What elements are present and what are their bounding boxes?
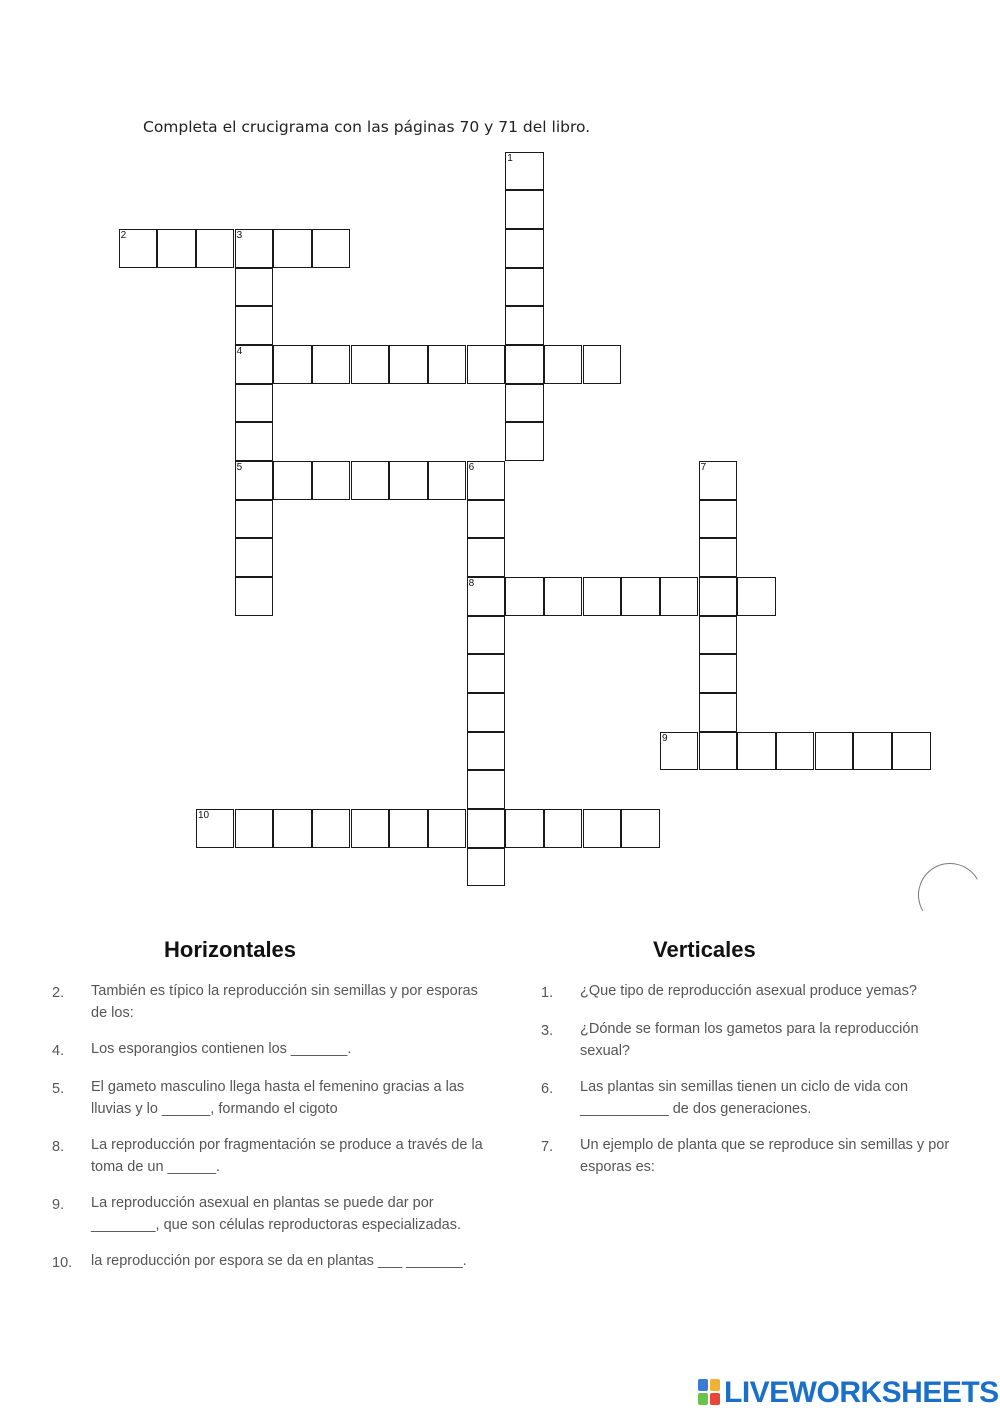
crossword-cell[interactable] — [235, 500, 274, 539]
crossword-cell[interactable] — [699, 693, 738, 732]
crossword-cell[interactable] — [505, 345, 544, 384]
crossword-cell[interactable] — [235, 345, 274, 384]
horizontal-clue-8 — [52, 1134, 492, 1178]
horizontales-clue-list — [52, 980, 492, 1288]
logo-tile — [710, 1393, 720, 1405]
crossword-cell[interactable] — [853, 732, 892, 771]
cell-number-3: 3 — [236, 230, 243, 242]
crossword-cell[interactable] — [892, 732, 931, 771]
crossword-cell[interactable] — [235, 306, 274, 345]
crossword-cell[interactable] — [467, 577, 506, 616]
cell-number-10: 10 — [197, 810, 210, 822]
crossword-cell[interactable] — [699, 732, 738, 771]
crossword-cell[interactable] — [505, 577, 544, 616]
logo-text: LIVEWORKSHEETS — [724, 1376, 999, 1409]
crossword-cell[interactable] — [699, 538, 738, 577]
crossword-cell[interactable] — [467, 848, 506, 887]
clue-number: 5. — [52, 1081, 65, 1097]
crossword-cell[interactable] — [505, 229, 544, 268]
horizontal-clue-10 — [52, 1250, 492, 1274]
clue-number: 7. — [541, 1139, 554, 1155]
verticales-clue-list — [541, 980, 971, 1192]
crossword-cell[interactable] — [699, 500, 738, 539]
cell-number-1: 1 — [507, 152, 513, 164]
clue-number: 3. — [541, 1023, 554, 1039]
crossword-cell[interactable] — [351, 345, 390, 384]
horizontales-title: Horizontales — [164, 937, 297, 962]
crossword-cell[interactable] — [428, 461, 467, 500]
crossword-cell[interactable] — [235, 538, 274, 577]
crossword-cell[interactable] — [505, 422, 544, 461]
vertical-clue-7 — [541, 1134, 971, 1178]
clue-text: la reproducción por espora se da en plantas ___ _______. — [91, 1253, 467, 1269]
crossword-cell[interactable] — [235, 229, 274, 268]
crossword-cell[interactable] — [467, 345, 506, 384]
clue-number: 2. — [52, 985, 65, 1001]
crossword-cell[interactable] — [737, 577, 776, 616]
crossword-cell[interactable] — [467, 616, 506, 655]
clue-text: Un ejemplo de planta que se reproduce sin semillas y por esporas es: — [580, 1137, 950, 1175]
crossword-cell[interactable] — [467, 693, 506, 732]
crossword-cell[interactable] — [273, 461, 312, 500]
crossword-cell[interactable] — [621, 577, 660, 616]
clue-number: 1. — [541, 985, 554, 1001]
horizontal-clue-4 — [52, 1038, 492, 1062]
crossword-cell[interactable] — [505, 809, 544, 848]
crossword-cell[interactable] — [389, 809, 428, 848]
crossword-cell[interactable] — [699, 461, 738, 500]
crossword-cell[interactable] — [583, 577, 622, 616]
crossword-cell[interactable] — [235, 268, 274, 307]
clue-text: El gameto masculino llega hasta el femenino gracias a las lluvias y lo ______, formando el cigoto — [91, 1079, 465, 1117]
crossword-cell[interactable] — [312, 809, 351, 848]
horizontal-clue-2 — [52, 980, 492, 1024]
crossword-cell[interactable] — [467, 500, 506, 539]
crossword-cell[interactable] — [196, 809, 235, 848]
crossword-cell[interactable] — [544, 809, 583, 848]
clue-text: ¿Que tipo de reproducción asexual produce yemas? — [580, 983, 917, 999]
clue-text: ¿Dónde se forman los gametos para la reproducción sexual? — [580, 1021, 919, 1059]
crossword-cell[interactable] — [699, 654, 738, 693]
clue-text: También es típico la reproducción sin semillas y por esporas de los: — [91, 983, 478, 1021]
vertical-clue-6 — [541, 1076, 971, 1120]
crossword-cell[interactable] — [737, 732, 776, 771]
crossword-cell[interactable] — [235, 384, 274, 423]
crossword-cell[interactable] — [351, 461, 390, 500]
cell-number-5: 5 — [236, 462, 243, 474]
crossword-cell[interactable] — [312, 461, 351, 500]
crossword-cell[interactable] — [505, 306, 544, 345]
verticales-title: Verticales — [653, 937, 756, 962]
crossword-cell[interactable] — [312, 229, 351, 268]
crossword-cell[interactable] — [467, 538, 506, 577]
horizontal-clue-9 — [52, 1192, 492, 1236]
crossword-cell[interactable] — [505, 268, 544, 307]
vertical-clue-3 — [541, 1018, 971, 1062]
crossword-cell[interactable] — [660, 577, 699, 616]
cell-number-6: 6 — [468, 462, 475, 474]
crossword-cell[interactable] — [389, 345, 428, 384]
clue-text: La reproducción asexual en plantas se puede dar por ________, que son células reproductoras especializadas. — [91, 1195, 461, 1233]
crossword-cell[interactable] — [312, 345, 351, 384]
crossword-cell[interactable] — [583, 345, 622, 384]
logo-mark-icon — [698, 1379, 722, 1407]
clue-text: La reproducción por fragmentación se produce a través de la toma de un ______. — [91, 1137, 483, 1175]
crossword-cell[interactable] — [351, 809, 390, 848]
cell-number-9: 9 — [661, 732, 668, 744]
logo-tile — [698, 1393, 708, 1405]
crossword-cell[interactable] — [273, 809, 312, 848]
crossword-cell[interactable] — [815, 732, 854, 771]
crossword-cell[interactable] — [467, 654, 506, 693]
crossword-cell[interactable] — [776, 732, 815, 771]
liveworksheets-logo — [698, 1377, 999, 1409]
crossword-cell[interactable] — [235, 809, 274, 848]
crossword-cell[interactable] — [235, 422, 274, 461]
clue-text: Las plantas sin semillas tienen un ciclo de vida con ___________ de dos generaciones. — [580, 1079, 909, 1117]
crossword-cell[interactable] — [699, 577, 738, 616]
clue-number: 4. — [52, 1043, 65, 1059]
crossword-cell[interactable] — [467, 732, 506, 771]
cell-number-2: 2 — [120, 230, 127, 242]
logo-tile — [710, 1379, 720, 1391]
crossword-cell[interactable] — [699, 616, 738, 655]
crossword-cell[interactable] — [505, 190, 544, 229]
crossword-cell[interactable] — [119, 229, 158, 268]
crossword-cell[interactable] — [467, 461, 506, 500]
crossword-cell[interactable] — [544, 345, 583, 384]
logo-tile — [698, 1379, 708, 1391]
crossword-cell[interactable] — [505, 152, 544, 191]
clue-number: 10. — [52, 1255, 73, 1271]
crossword-cell[interactable] — [273, 345, 312, 384]
crossword-cell[interactable] — [389, 461, 428, 500]
horizontal-clue-5 — [52, 1076, 492, 1120]
crossword-cell[interactable] — [467, 770, 506, 809]
cell-number-7: 7 — [700, 462, 707, 474]
crossword-cell[interactable] — [428, 345, 467, 384]
cell-number-8: 8 — [468, 578, 475, 590]
vertical-clue-1 — [541, 980, 971, 1004]
clue-number: 6. — [541, 1081, 554, 1097]
cell-number-4: 4 — [236, 346, 243, 358]
crossword-cell[interactable] — [273, 229, 312, 268]
instruction-text: Completa el crucigrama con las páginas 70 y 71 del libro. — [143, 118, 591, 136]
crossword-cell[interactable] — [157, 229, 196, 268]
crossword-cell[interactable] — [235, 461, 274, 500]
crossword-cell[interactable] — [544, 577, 583, 616]
clue-number: 8. — [52, 1139, 65, 1155]
crossword-cell[interactable] — [621, 809, 660, 848]
crossword-cell[interactable] — [235, 577, 274, 616]
crossword-cell[interactable] — [467, 809, 506, 848]
crossword-cell[interactable] — [505, 384, 544, 423]
crossword-cell[interactable] — [196, 229, 235, 268]
crossword-cell[interactable] — [428, 809, 467, 848]
crossword-cell[interactable] — [583, 809, 622, 848]
clue-number: 9. — [52, 1197, 65, 1213]
clue-text: Los esporangios contienen los _______. — [91, 1041, 352, 1057]
crossword-cell[interactable] — [660, 732, 699, 771]
